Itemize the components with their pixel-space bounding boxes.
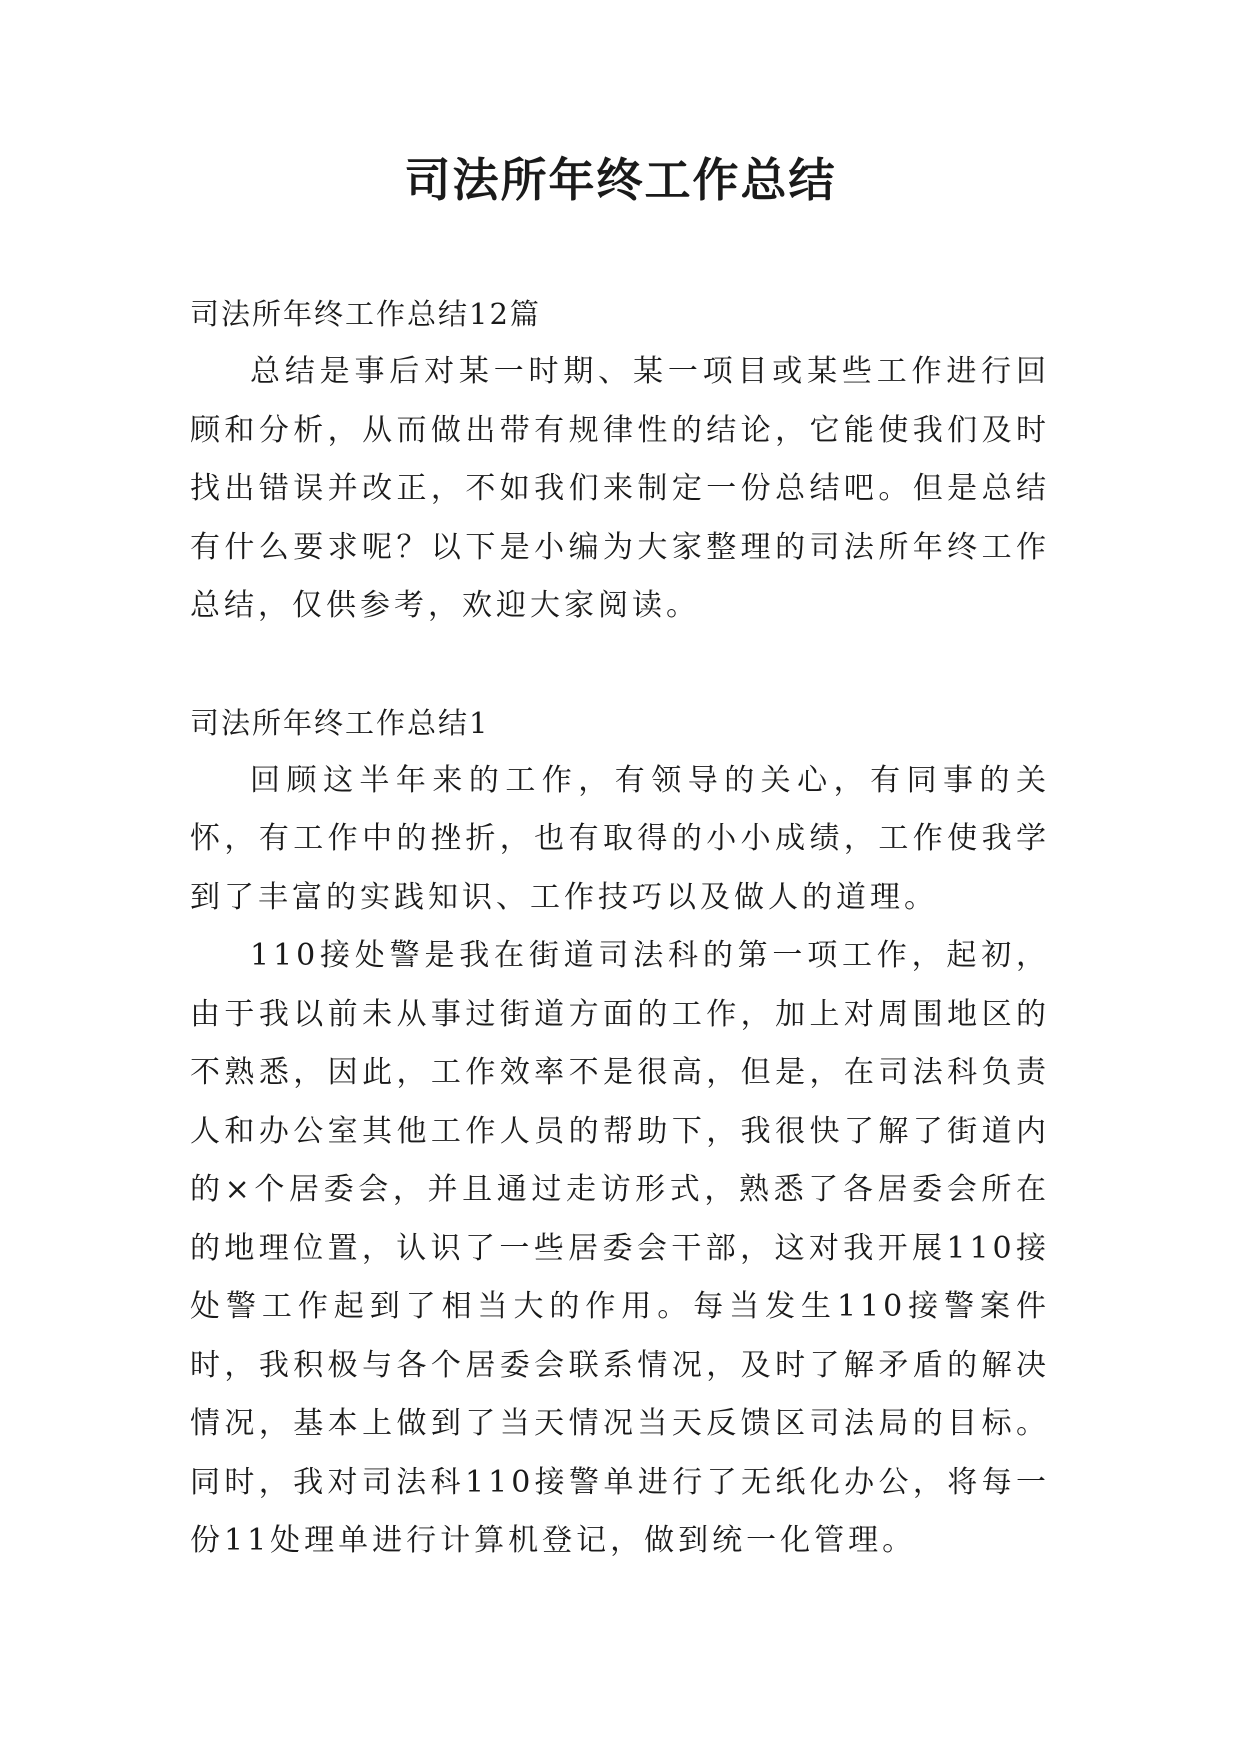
section-paragraph-1: 回顾这半年来的工作，有领导的关心，有同事的关怀，有工作中的挫折，也有取得的小小成绩，工作使我学到了丰富的实践知识、工作技巧以及做人的道理。 <box>190 762 1050 915</box>
page-title: 司法所年终工作总结 <box>404 153 837 207</box>
intro-paragraph: 总结是事后对某一时期、某一项目或某些工作进行回顾和分析，从而做出带有规律性的结论，它能使我们及时找出错误并改正，不如我们来制定一份总结吧。但是总结有什么要求呢？以下是小编为大家整理的司法所年终工作总结，仅供参考，欢迎大家阅读。 <box>190 354 1050 623</box>
section-heading: 司法所年终工作总结1 <box>190 705 490 740</box>
section-paragraph-2: 110接处警是我在街道司法科的第一项工作，起初，由于我以前未从事过街道方面的工作，加上对周围地区的不熟悉，因此，工作效率不是很高，但是，在司法科负责人和办公室其他工作人员的帮助下，我很快了解了街道内的×个居委会，并且通过走访形式，熟悉了各居委会所在的地理位置，认识了一些居委会干部，这对我开展110接处警工作起到了相当大的作用。每当发生110接警案件时，我积极与各个居委会联系情况，及时了解矛盾的解决情况，基本上做到了当天情况当天反馈区司法局的目标。同时，我对司法科110接警单进行了无纸化办公，将每一份11处理单进行计算机登记，做到统一化管理。 <box>190 938 1050 1558</box>
document-body <box>190 285 1050 1571</box>
section-spacer <box>190 636 1050 694</box>
document-subtitle: 司法所年终工作总结12篇 <box>190 297 541 331</box>
